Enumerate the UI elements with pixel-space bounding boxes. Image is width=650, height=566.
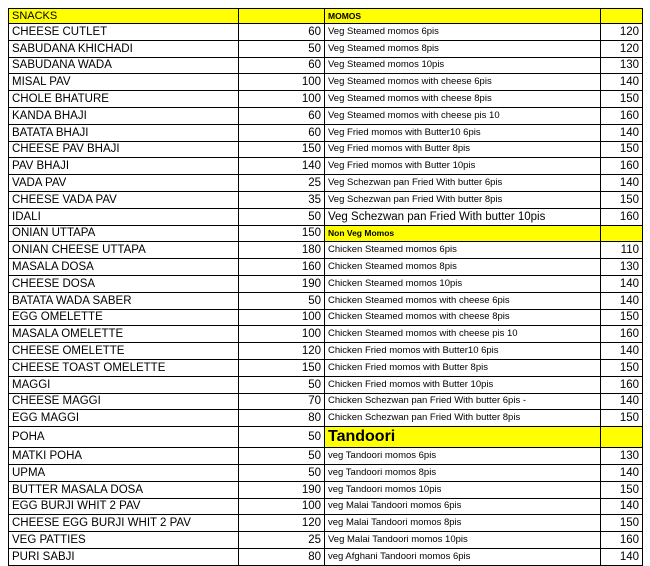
momo-item-price: 140 [601,498,643,515]
momo-item-price: 150 [601,481,643,498]
momo-item-price: 140 [601,548,643,565]
table-row [9,464,643,481]
momo-item-price: 140 [601,393,643,410]
momo-item-name: Chicken Steamed momos with cheese 6pis [325,292,601,309]
momo-item-price: 140 [601,74,643,91]
item-name: EGG MAGGI [9,410,239,427]
item-price: 120 [239,343,325,360]
table-row [9,259,643,276]
item-name: CHEESE PAV BHAJI [9,141,239,158]
table-row [9,548,643,565]
momo-item-name: Veg Fried momos with Butter 10pis [325,158,601,175]
momo-item-price: 120 [601,24,643,41]
momo-item-name: veg Malai Tandoori momos 8pis [325,515,601,532]
momo-item-name: Chicken Fried momos with Butter 10pis [325,376,601,393]
item-price: 60 [239,124,325,141]
item-price: 180 [239,242,325,259]
momo-item-price: 160 [601,107,643,124]
table-row [9,427,643,448]
momo-item-price: 110 [601,242,643,259]
momo-item-price: 130 [601,448,643,465]
momo-item-price: 140 [601,343,643,360]
item-name: KANDA BHAJI [9,107,239,124]
item-price: 100 [239,309,325,326]
item-price: 80 [239,548,325,565]
item-price: 35 [239,191,325,208]
item-price: 50 [239,427,325,448]
snacks-header: SNACKS [9,9,239,24]
item-price: 60 [239,57,325,74]
item-name: PAV BHAJI [9,158,239,175]
item-price: 150 [239,359,325,376]
item-name: EGG BURJI WHIT 2 PAV [9,498,239,515]
item-name: CHEESE EGG BURJI WHIT 2 PAV [9,515,239,532]
momo-item-name: Chicken Steamed momos 6pis [325,242,601,259]
item-price: 50 [239,40,325,57]
momo-item-name: Veg Steamed momos 8pis [325,40,601,57]
momo-item-name: veg Tandoori momos 8pis [325,464,601,481]
momo-item-price: 160 [601,208,643,225]
item-price: 100 [239,326,325,343]
item-price: 60 [239,24,325,41]
table-row [9,175,643,192]
momo-item-price: 150 [601,359,643,376]
item-name: IDALI [9,208,239,225]
snacks-header-price [239,9,325,24]
item-name: CHEESE MAGGI [9,393,239,410]
item-name: MAGGI [9,376,239,393]
momos-header: MOMOS [325,9,601,24]
momo-item-price: 140 [601,175,643,192]
table-row [9,359,643,376]
momo-item-name: veg Afghani Tandoori momos 6pis [325,548,601,565]
momo-item-name: Veg Steamed momos 10pis [325,57,601,74]
momo-item-price: 140 [601,292,643,309]
item-name: ONIAN CHEESE UTTAPA [9,242,239,259]
momo-item-price: 150 [601,141,643,158]
momo-item-name: Chicken Steamed momos with cheese 8pis [325,309,601,326]
item-price: 100 [239,91,325,108]
momos-header-price [601,9,643,24]
table-row [9,309,643,326]
momo-item-name: Veg Schezwan pan Fried With butter 8pis [325,191,601,208]
item-price: 70 [239,393,325,410]
momo-item-name: veg Malai Tandoori momos 6pis [325,498,601,515]
momo-item-name: veg Tandoori momos 10pis [325,481,601,498]
item-name: CHEESE CUTLET [9,24,239,41]
non-veg-momos-header: Non Veg Momos [325,225,601,242]
item-price: 25 [239,175,325,192]
menu-table [8,8,643,566]
item-price: 60 [239,107,325,124]
item-name: BATATA WADA SABER [9,292,239,309]
table-row [9,393,643,410]
table-row [9,225,643,242]
momo-item-price: 150 [601,191,643,208]
momo-item-name: Veg Fried momos with Butter10 6pis [325,124,601,141]
table-row [9,24,643,41]
table-row [9,242,643,259]
table-row [9,498,643,515]
momo-item-price: 130 [601,259,643,276]
item-price: 140 [239,158,325,175]
momo-item-name: Chicken Steamed momos with cheese pis 10 [325,326,601,343]
item-price: 50 [239,376,325,393]
item-name: MATKI POHA [9,448,239,465]
item-price: 100 [239,498,325,515]
momo-item-name: Veg Malai Tandoori momos 10pis [325,532,601,549]
table-row [9,532,643,549]
item-name: CHEESE DOSA [9,275,239,292]
item-price: 50 [239,292,325,309]
momo-item-price: 150 [601,91,643,108]
item-price: 160 [239,259,325,276]
table-row [9,74,643,91]
item-price: 80 [239,410,325,427]
table-row [9,208,643,225]
momo-item-name: Veg Steamed momos 6pis [325,24,601,41]
item-name: POHA [9,427,239,448]
item-name: MASALA OMELETTE [9,326,239,343]
momo-item-name: Veg Fried momos with Butter 8pis [325,141,601,158]
item-name: PURI SABJI [9,548,239,565]
header-row [9,9,643,24]
table-row [9,515,643,532]
item-name: BATATA BHAJI [9,124,239,141]
momo-item-price: 120 [601,40,643,57]
item-name: MISAL PAV [9,74,239,91]
table-row [9,40,643,57]
momo-item-price: 150 [601,309,643,326]
momo-item-name: Veg Steamed momos with cheese 8pis [325,91,601,108]
item-name: CHEESE TOAST OMELETTE [9,359,239,376]
momo-item-name: Veg Schezwan pan Fried With butter 10pis [325,208,601,225]
momo-item-name: Chicken Steamed momos 8pis [325,259,601,276]
item-price: 150 [239,225,325,242]
item-price: 150 [239,141,325,158]
item-name: ONIAN UTTAPA [9,225,239,242]
tandoori-header: Tandoori [325,427,601,448]
non-veg-momos-header-price [601,225,643,242]
item-price: 190 [239,275,325,292]
momo-item-name: Chicken Schezwan pan Fried With butter 6pis - [325,393,601,410]
table-row [9,191,643,208]
momo-item-name: Chicken Fried momos with Butter 8pis [325,359,601,376]
momo-item-name: veg Tandoori momos 6pis [325,448,601,465]
table-row [9,107,643,124]
item-name: UPMA [9,464,239,481]
momo-item-price: 140 [601,275,643,292]
momo-item-price: 160 [601,376,643,393]
item-name: CHEESE VADA PAV [9,191,239,208]
table-row [9,91,643,108]
table-row [9,343,643,360]
table-row [9,410,643,427]
item-price: 25 [239,532,325,549]
momo-item-price: 150 [601,515,643,532]
table-row [9,448,643,465]
table-row [9,141,643,158]
momo-item-price: 140 [601,124,643,141]
item-price: 120 [239,515,325,532]
momo-item-price: 160 [601,158,643,175]
momo-item-price: 160 [601,326,643,343]
momo-item-name: Veg Schezwan pan Fried With butter 6pis [325,175,601,192]
item-name: VADA PAV [9,175,239,192]
momo-item-price: 150 [601,410,643,427]
item-price: 50 [239,448,325,465]
momo-item-name: Chicken Steamed momos 10pis [325,275,601,292]
tandoori-header-price [601,427,643,448]
item-name: SABUDANA KHICHADI [9,40,239,57]
momo-item-name: Chicken Fried momos with Butter10 6pis [325,343,601,360]
item-name: EGG OMELETTE [9,309,239,326]
table-row [9,326,643,343]
momo-item-name: Chicken Schezwan pan Fried With butter 8pis [325,410,601,427]
table-row [9,376,643,393]
item-name: CHOLE BHATURE [9,91,239,108]
momo-item-price: 130 [601,57,643,74]
item-name: CHEESE OMELETTE [9,343,239,360]
item-price: 100 [239,74,325,91]
item-name: MASALA DOSA [9,259,239,276]
item-price: 50 [239,208,325,225]
momo-item-price: 160 [601,532,643,549]
momo-item-name: Veg Steamed momos with cheese 6pis [325,74,601,91]
momo-item-price: 140 [601,464,643,481]
table-row [9,292,643,309]
table-row [9,158,643,175]
item-price: 50 [239,464,325,481]
table-row [9,481,643,498]
table-row [9,124,643,141]
item-price: 190 [239,481,325,498]
table-row [9,275,643,292]
momo-item-name: Veg Steamed momos with cheese pis 10 [325,107,601,124]
item-name: BUTTER MASALA DOSA [9,481,239,498]
table-row [9,57,643,74]
item-name: SABUDANA WADA [9,57,239,74]
item-name: VEG PATTIES [9,532,239,549]
